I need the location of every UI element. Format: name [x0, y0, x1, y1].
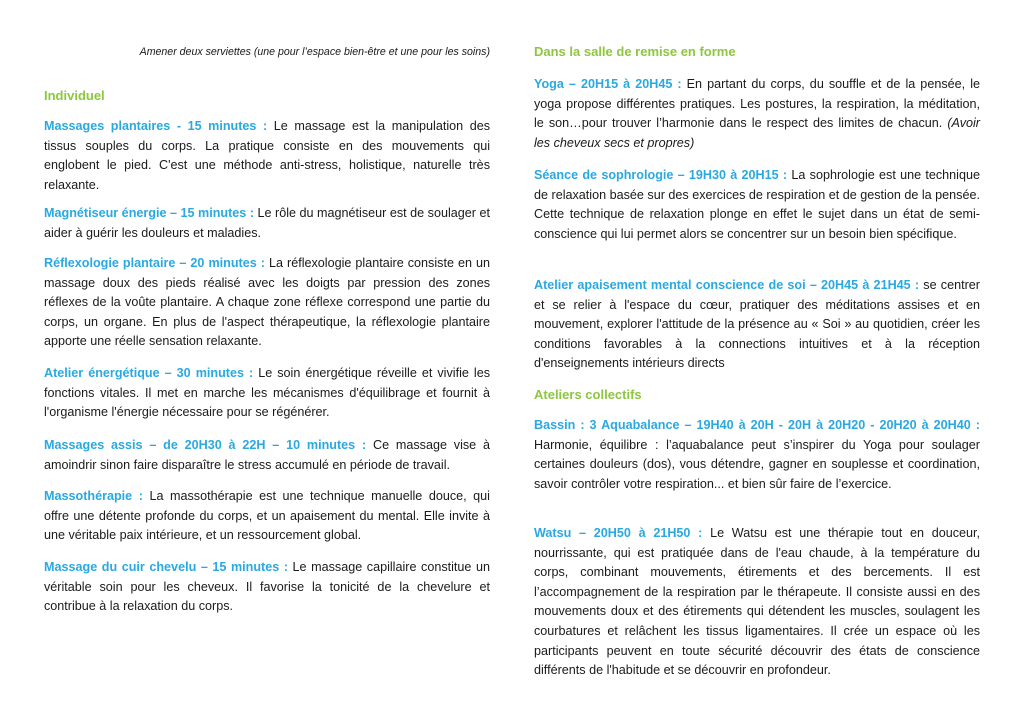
item-text: Le massage est la manipulation des tissus souples du corps. La pratique consiste en des mouvements qui englobent le pied. C'est une méthode anti-stress, holistique, naturelle très relaxante. [44, 119, 490, 192]
item-magnetiseur [44, 204, 490, 243]
item-text: se centrer et se relier à l'espace du cœur, pratiquer des méditations assises et en mouvement, explorer l'attitude de la présence au « Soi » au quotidien, créer les conditions favorables à la connections intuitives et à la réception d'enseignements intérieurs directs [534, 278, 980, 371]
section-title-collectifs: Ateliers collectifs [534, 387, 642, 402]
item-yoga [534, 75, 980, 153]
item-title: Massages assis – de 20H30 à 22H – 10 minutes : [44, 438, 367, 452]
item-title: Atelier apaisement mental conscience de soi – 20H45 à 21H45 : [534, 278, 920, 292]
section-title-salle: Dans la salle de remise en forme [534, 44, 736, 59]
item-atelier-apaisement [534, 276, 980, 374]
item-massotherapie [44, 487, 490, 546]
item-bassin [534, 416, 980, 494]
item-title: Massothérapie : [44, 489, 143, 503]
item-title: Yoga – 20H15 à 20H45 : [534, 77, 682, 91]
item-note: (Avoir les cheveux secs et propres) [534, 116, 980, 150]
item-text: La réflexologie plantaire consiste en un massage doux des pieds réalisé avec les doigts par pression des zones réflexes de la voûte plantaire. A chaque zone réflexe correspond une partie du corps, un organe. En plus de l'aspect thérapeutique, la réflexologie plantaire apporte une réelle sensation relaxante. [44, 256, 490, 349]
item-sophrologie [534, 166, 980, 244]
item-title: Massages plantaires - 15 minutes : [44, 119, 268, 133]
item-title: Watsu – 20H50 à 21H50 : [534, 526, 703, 540]
item-watsu [534, 524, 980, 681]
item-title: Magnétiseur énergie – 15 minutes : [44, 206, 254, 220]
item-text: Le rôle du magnétiseur est de soulager et aider à guérir les douleurs et maladies. [44, 206, 490, 240]
item-text: Le Watsu est une thérapie tout en douceur, nourrissante, qui est pratiquée dans de l'eau chaude, à la température du corps, combinant mouvements, étirements et des bercements. Il est l’accompagnement de la respiration par le thérapeute. Il consiste aussi en des mouvements doux et des étirements qui détendent les muscles, soulagent les courbatures et relâchent les tissus ligamentaires. Il crée un espace où les participants peuvent en toute sécurité découvrir des états de conscience différents de l'habitude et se découvrir en profondeur. [534, 526, 981, 678]
item-reflexologie [44, 254, 490, 352]
section-title-individuel: Individuel [44, 88, 105, 103]
item-title: Séance de sophrologie – 19H30 à 20H15 : [534, 168, 788, 182]
item-text: La massothérapie est une technique manuelle douce, qui offre une détente profonde du corps, et un apaisement du mental. Elle invite à une véritable paix intérieure, et un ressourcement global. [44, 489, 490, 543]
item-title: Massage du cuir chevelu – 15 minutes : [44, 560, 288, 574]
item-text: La sophrologie est une technique de relaxation basée sur des exercices de respiration et de gestion de la pensée. Cette technique de relaxation plonge en effet le sujet dans un état de semi-conscience qui lui permet alors se concentrer sur un besoin bien spécifique. [534, 168, 980, 241]
item-cuir-chevelu [44, 558, 490, 617]
item-text: En partant du corps, du souffle et de la pensée, le yoga propose différentes pratiques. Les postures, la respiration, la méditation, le son…pour trouver l’harmonie dans le respect des limites de chacun. [534, 77, 980, 131]
item-title: Bassin : 3 Aquabalance – 19H40 à 20H - 20H à 20H20 - 20H20 à 20H40 : [534, 418, 980, 432]
item-text: Le massage capillaire constitue un véritable soin pour les cheveux. Il favorise la tonicité de la chevelure et contribue à la relaxation du corps. [44, 560, 490, 614]
item-massages-assis [44, 436, 490, 475]
item-atelier-energetique [44, 364, 490, 423]
item-title: Réflexologie plantaire – 20 minutes : [44, 256, 265, 270]
item-massages-plantaires [44, 117, 490, 195]
item-title: Atelier énergétique – 30 minutes : [44, 366, 254, 380]
towels-note: Amener deux serviettes (une pour l’espace bien-être et une pour les soins) [139, 46, 490, 58]
item-text: Harmonie, équilibre : l’aquabalance peut s’inspirer du Yoga pour soulager certaines douleurs (dos), vous détendre, gagner en souplesse et coordination, savoir contrôler votre respiration... et bien sûr faire de l’exercice. [534, 437, 980, 491]
item-text: Le soin énergétique réveille et vivifie les fonctions vitales. Il met en marche les mécanismes d'équilibrage et fournit à l'organisme l'énergie nécessaire pour se régénérer. [44, 366, 491, 420]
item-text: Ce massage vise à amoindrir sinon faire disparaître le stress accumulé en période de travail. [44, 438, 490, 472]
